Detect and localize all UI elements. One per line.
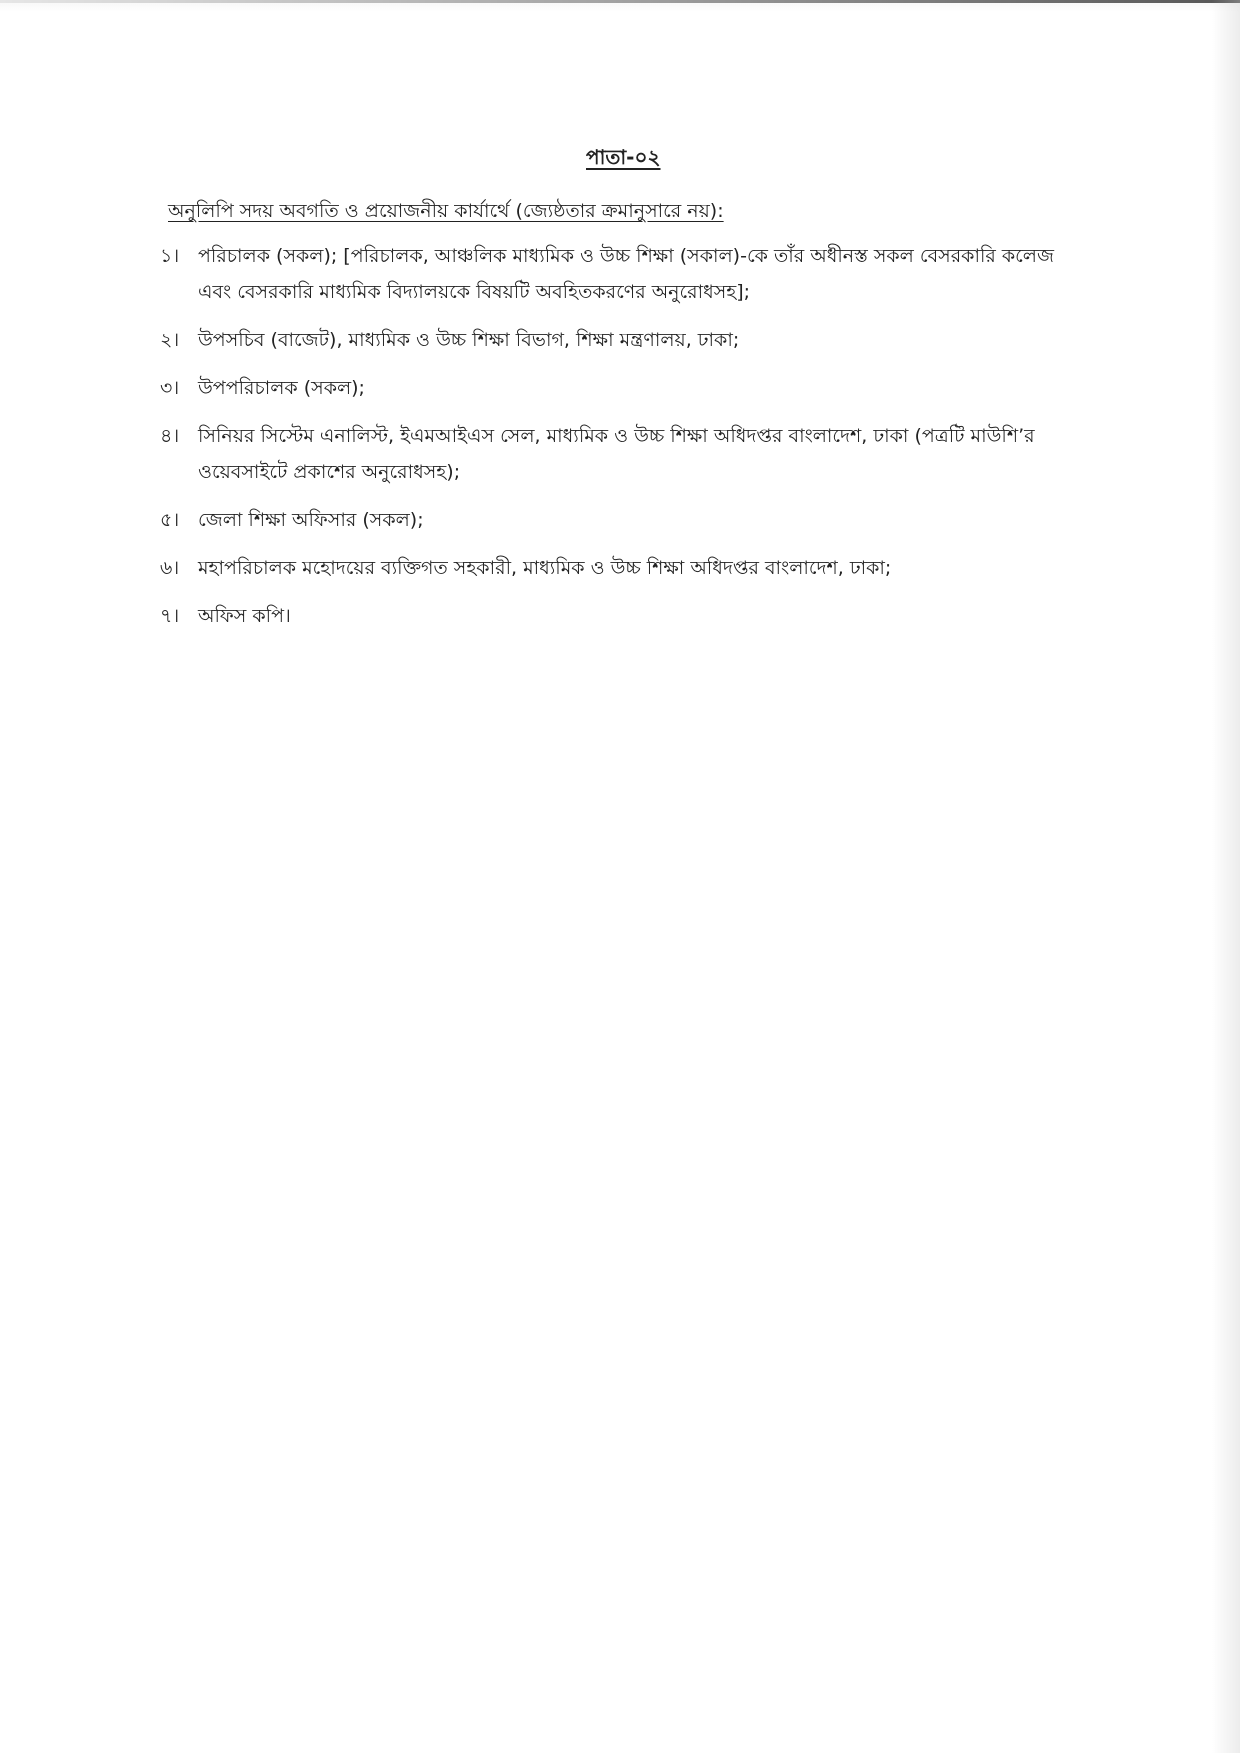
list-item-text: উপপরিচালক (সকল); xyxy=(198,377,365,399)
list-item xyxy=(160,418,1090,490)
list-item-number: ৪। xyxy=(160,425,180,447)
list-item-number: ২। xyxy=(160,329,180,351)
list-item-text: অফিস কপি। xyxy=(198,605,291,627)
list-item-text: পরিচালক (সকল); [পরিচালক, আঞ্চলিক মাধ্যমিক ও উচ্চ শিক্ষা (সকাল)-কে তাঁর অধীনস্ত সকল বেসরকারি কলেজ এবং বেসরকারি মাধ্যমিক বিদ্যালয়কে বিষয়টি অবহিতকরণের অনুরোধসহ]; xyxy=(198,245,1054,303)
list-item-text: উপসচিব (বাজেট), মাধ্যমিক ও উচ্চ শিক্ষা বিভাগ, শিক্ষা মন্ত্রণালয়, ঢাকা; xyxy=(198,329,740,351)
page-number: পাতা-০২ xyxy=(586,145,661,169)
list-item-number: ৭। xyxy=(160,605,180,627)
list-item xyxy=(160,322,1090,358)
list-item-text: মহাপরিচালক মহোদয়ের ব্যক্তিগত সহকারী, মাধ্যমিক ও উচ্চ শিক্ষা অধিদপ্তর বাংলাদেশ, ঢাকা; xyxy=(198,557,892,579)
list-item xyxy=(160,598,1090,634)
list-item-number: ৩। xyxy=(160,377,180,399)
scan-top-edge xyxy=(0,0,1240,3)
copy-to-list xyxy=(160,238,1090,646)
list-item-number: ৬। xyxy=(160,557,180,579)
list-item xyxy=(160,550,1090,586)
list-item xyxy=(160,370,1090,406)
list-item-text: জেলা শিক্ষা অফিসার (সকল); xyxy=(198,509,424,531)
list-item xyxy=(160,502,1090,538)
list-item-text: সিনিয়র সিস্টেম এনালিস্ট, ইএমআইএস সেল, মাধ্যমিক ও উচ্চ শিক্ষা অধিদপ্তর বাংলাদেশ, ঢাকা (পত্রটি মাউশি’র ওয়েবসাইটে প্রকাশের অনুরোধসহ); xyxy=(198,425,1035,483)
list-item-number: ১। xyxy=(160,245,180,267)
scan-right-edge xyxy=(1212,0,1240,1753)
list-item-number: ৫। xyxy=(160,509,180,531)
list-item xyxy=(160,238,1090,310)
copy-to-heading: অনুলিপি সদয় অবগতি ও প্রয়োজনীয় কার্যার্থে (জ্যেষ্ঠতার ক্রমানুসারে নয়): xyxy=(168,200,724,222)
